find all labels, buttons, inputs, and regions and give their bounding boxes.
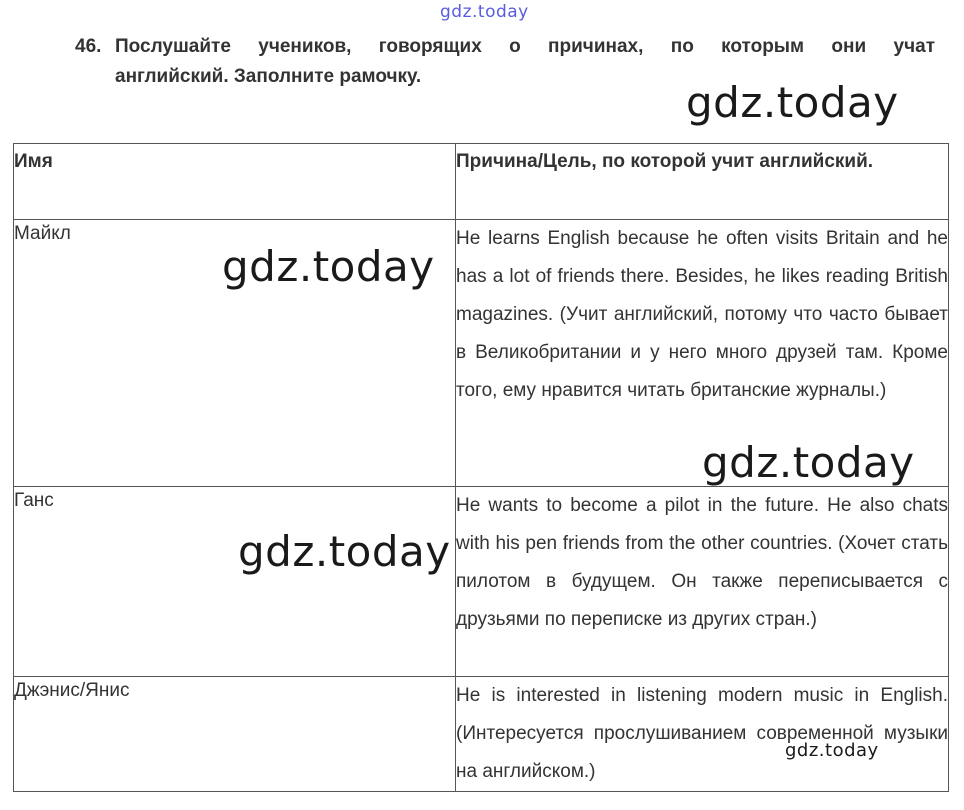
header-reason: Причина/Цель, по которой учит английский. [456,144,949,220]
table-row [14,487,949,677]
watermark-row1-right: gdz.today [702,438,915,487]
table-header-row [14,144,949,220]
watermark-header: gdz.today [686,78,899,127]
row-name-hans: Ганс [14,487,456,677]
header-name: Имя [14,144,456,220]
watermark-row3-small: gdz.today [785,740,879,761]
task-number: 46. [75,36,102,57]
task-text-line1: Послушайте учеников, говорящих о причинах, по которым они учат [115,36,935,57]
row-reason-michael: He learns English because he often visits Britain and he has a lot of friends there. Besides, he likes reading British magazines. (Учит английский, потому что часто бывает в Великобритании и у него много друзей там. Кроме того, ему нравится читать британские журналы.) [456,220,949,487]
row-name-janis: Джэнис/Янис [14,677,456,792]
watermark-top: gdz.today [440,2,529,22]
row-reason-hans: He wants to become a pilot in the future. He also chats with his pen friends from the other countries. (Хочет стать пилотом в будущем. Он также переписывается с друзьями по переписке из других стран.) [456,487,949,677]
row-name-michael: Майкл [14,220,456,487]
watermark-row1-left: gdz.today [222,242,435,291]
task-text-line2: английский. Заполните рамочку. [115,66,422,87]
row-reason-janis: He is interested in listening modern music in English. (Интересуется прослушиванием современной музыки на английском.) [456,677,949,792]
watermark-row2-left: gdz.today [238,527,451,576]
table-row [14,677,949,792]
